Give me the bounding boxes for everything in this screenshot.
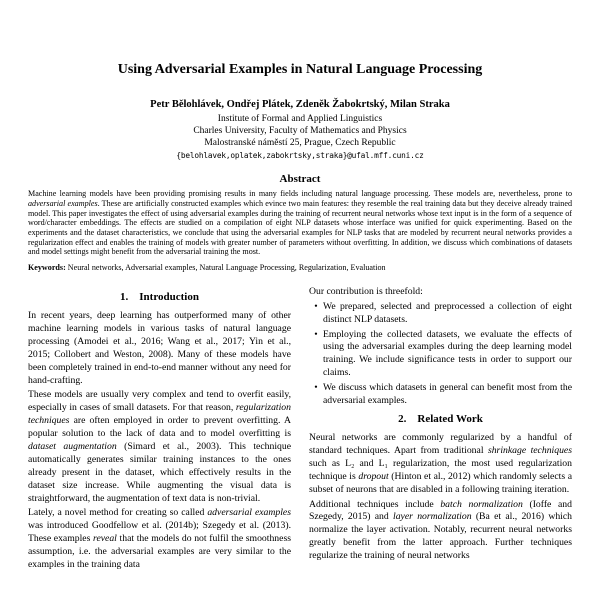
two-column-body — [28, 286, 572, 574]
section-1-title: Introduction — [139, 290, 199, 303]
section-1-heading — [28, 291, 291, 304]
email-line: {belohlavek,oplatek,zabokrtsky,straka}@ufal.mff.cuni.cz — [176, 151, 424, 161]
keywords-label: Keywords: — [28, 263, 66, 273]
bullet-text: Employing the collected datasets, we evaluate the effects of using the adversarial examples during the deep learning model training. We include significance tests in order to support our claims. — [323, 328, 572, 379]
paper-title: Using Adversarial Examples in Natural Language Processing — [117, 62, 483, 77]
bullet-item — [309, 301, 572, 327]
column-right — [309, 286, 572, 574]
bullet-marker: • — [314, 300, 318, 312]
bullet-text: We discuss which datasets in general can benefit most from the adversarial examples. — [323, 382, 572, 407]
contribution-intro: Our contribution is threefold: — [309, 285, 423, 297]
paragraph: Neural networks are commonly regularized by a handful of standard techniques. Apart from traditional shrinkage techniques such as L₂ and L₁ regularization, the most used regularization technique is dropout (Hinton et al., 2012) which randomly selects a subset of neurons that are disabled in a following training iteration. — [309, 432, 572, 495]
abstract-heading: Abstract — [279, 173, 321, 186]
bullet-item — [309, 329, 572, 381]
column-left — [28, 286, 291, 574]
bullet-marker: • — [314, 382, 318, 394]
paragraph: In recent years, deep learning has outperformed many of other machine learning models in various tasks of natural language processing (Amodei et al., 2016; Wang et al., 2017; Yin et al., 2015; Collobert and Weston, 2008). Many of these models have been completely trained in end-to-end manner without any need for hand-crafting. — [28, 310, 291, 386]
affiliation-line-1: Institute of Formal and Applied Linguistics — [217, 113, 383, 124]
affiliation-line-3: Malostranské náměstí 25, Prague, Czech Republic — [204, 138, 396, 149]
keywords-line — [28, 263, 572, 273]
paragraph: Additional techniques include batch normalization (Ioffe and Szegedy, 2015) and layer normalization (Ba et al., 2016) which normalize the layer activation. Notably, recurrent neural networks greatly benefit from the latter approach. Further techniques regularize the training of neural networks — [309, 498, 572, 562]
abstract-text: Machine learning models have been providing promising results in many fields including natural language processing. These models are, nevertheless, prone to adversarial examples. These are artificially constructed examples which evince two main features: they resemble the real training data but they deceive already trained model. This paper investigates the effect of using adversarial examples during the training of recurrent neural networks whose text input is in the form of a sequence of word/character embeddings. The effects are studied on a compilation of eight NLP datasets whose interface was unified for quick experimenting. Based on the experiments and the dataset characteristics, we conclude that using the adversarial examples for NLP tasks that are modeled by recurrent neural networks provides a regularization effect and enables the training of models with greater number of parameters without overfitting. In addition, we discuss which combinations of datasets and model settings might benefit from the adversarial training the most. — [28, 189, 572, 257]
bullet-item — [309, 382, 572, 408]
paragraph: Lately, a novel method for creating so called adversarial examples was introduced Goodfellow et al. (2014b); Szegedy et al. (2013). These examples reveal that the models do not fulfil the smoothness assumption, i.e. the adversarial examples are very similar to the examples in the training data — [28, 507, 291, 570]
section-1-number: 1. — [120, 290, 129, 303]
section-2-title: Related Work — [417, 412, 483, 425]
section-2-heading — [309, 413, 572, 426]
paragraph: These models are usually very complex and tend to overfit easily, especially in cases of small datasets. For that reason, regularization techniques are often employed in order to prevent overfitting. A popular solution to the lack of data and to model overfitting is dataset augmentation (Simard et al., 2003). This technique automatically generates similar training instances to the ones already present in the dataset, which effectively results in the dataset size increase. While augmenting the visual data is straightforward, the augmentation of text data is non-trivial. — [28, 389, 291, 504]
authors-line: Petr Bělohlávek, Ondřej Plátek, Zdeněk Žabokrtský, Milan Straka — [150, 98, 450, 110]
keywords-text: Neural networks, Adversarial examples, Natural Language Processing, Regularization, Evaluation — [65, 263, 386, 273]
bullet-marker: • — [314, 328, 318, 340]
contribution-bullet-list — [309, 301, 572, 408]
section-2-number: 2. — [398, 412, 407, 425]
affiliation-line-2: Charles University, Faculty of Mathematics and Physics — [193, 125, 407, 136]
bullet-text: We prepared, selected and preprocessed a collection of eight distinct NLP datasets. — [323, 300, 572, 325]
